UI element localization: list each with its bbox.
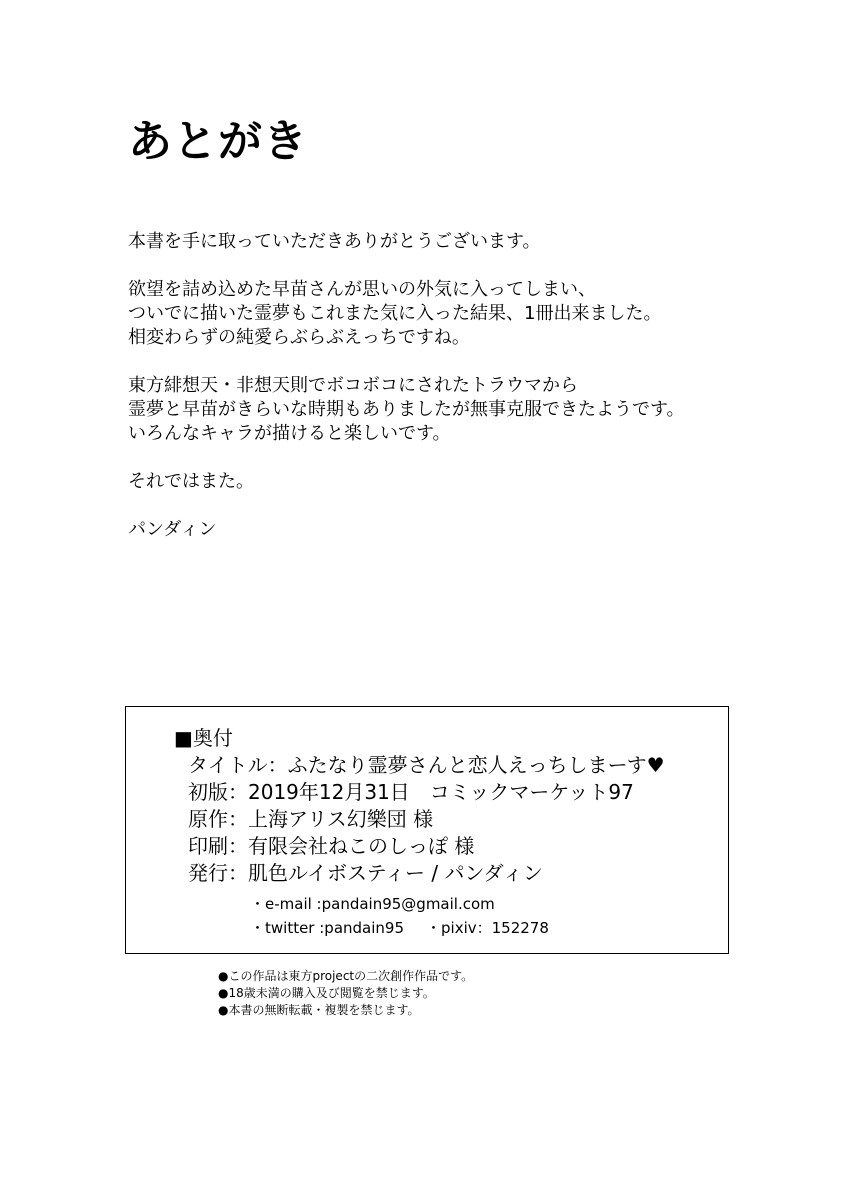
contact-pixiv: ・pixiv：152278 <box>426 919 549 937</box>
legal-note: ●この作品は東方projectの二次創作作品です。 <box>218 969 474 983</box>
afterword-line: ついでに描いた霊夢もこれまた気に入った結果、1冊出来ました。 <box>128 303 662 324</box>
contact-twitter: ・twitter :pandain95 <box>250 919 404 937</box>
legal-notes <box>218 968 473 1019</box>
afterword-line: 霊夢と早苗がきらいな時期もありましたが無事克服できたようです。 <box>128 399 685 420</box>
afterword-line: 本書を手に取っていただきありがとうございます。 <box>128 231 541 252</box>
legal-note: ●本書の無断転載・複製を禁じます。 <box>218 1003 420 1017</box>
afterword-line: 東方緋想天・非想天則でボコボコにされたトラウマから <box>128 375 578 396</box>
legal-note: ●18歳未満の購入及び閲覧を禁じます。 <box>218 986 435 1000</box>
contact-email: ・e-mail :pandain95@gmail.com <box>250 895 495 913</box>
afterword-text <box>128 230 828 566</box>
afterword-signature <box>128 518 828 542</box>
afterword-line: 欲望を詰め込めた早苗さんが思いの外気に入ってしまい、 <box>128 279 596 300</box>
afterword-paragraph <box>128 470 828 494</box>
afterword-line: 相変わらずの純愛らぶらぶえっちですね。 <box>128 327 470 348</box>
afterword-paragraph <box>128 374 828 446</box>
colophon-publisher-row: 発行：肌色ルイボスティー / パンダィン <box>188 861 543 885</box>
author-signature: パンダィン <box>128 519 217 540</box>
colophon-heading: ■奥付 <box>174 726 233 750</box>
colophon-printer-row: 印刷：有限会社ねこのしっぽ 様 <box>188 834 475 858</box>
contact-info <box>250 892 549 940</box>
contact-social-row <box>250 916 549 940</box>
afterword-heading: あとがき <box>128 116 308 167</box>
afterword-paragraph <box>128 278 828 350</box>
afterword-paragraph <box>128 230 828 254</box>
afterword-line: いろんなキャラが描けると楽しいです。 <box>128 423 451 444</box>
colophon-title-row: タイトル：ふたなり霊夢さんと恋人えっちしまーす♥ <box>188 753 665 777</box>
afterword-line: それではまた。 <box>128 471 254 492</box>
colophon-box <box>125 706 729 954</box>
colophon-details <box>188 752 665 887</box>
colophon-original-work-row: 原作：上海アリス幻樂団 様 <box>188 807 434 831</box>
colophon-first-edition-row: 初版：2019年12月31日 コミックマーケット97 <box>188 780 634 804</box>
